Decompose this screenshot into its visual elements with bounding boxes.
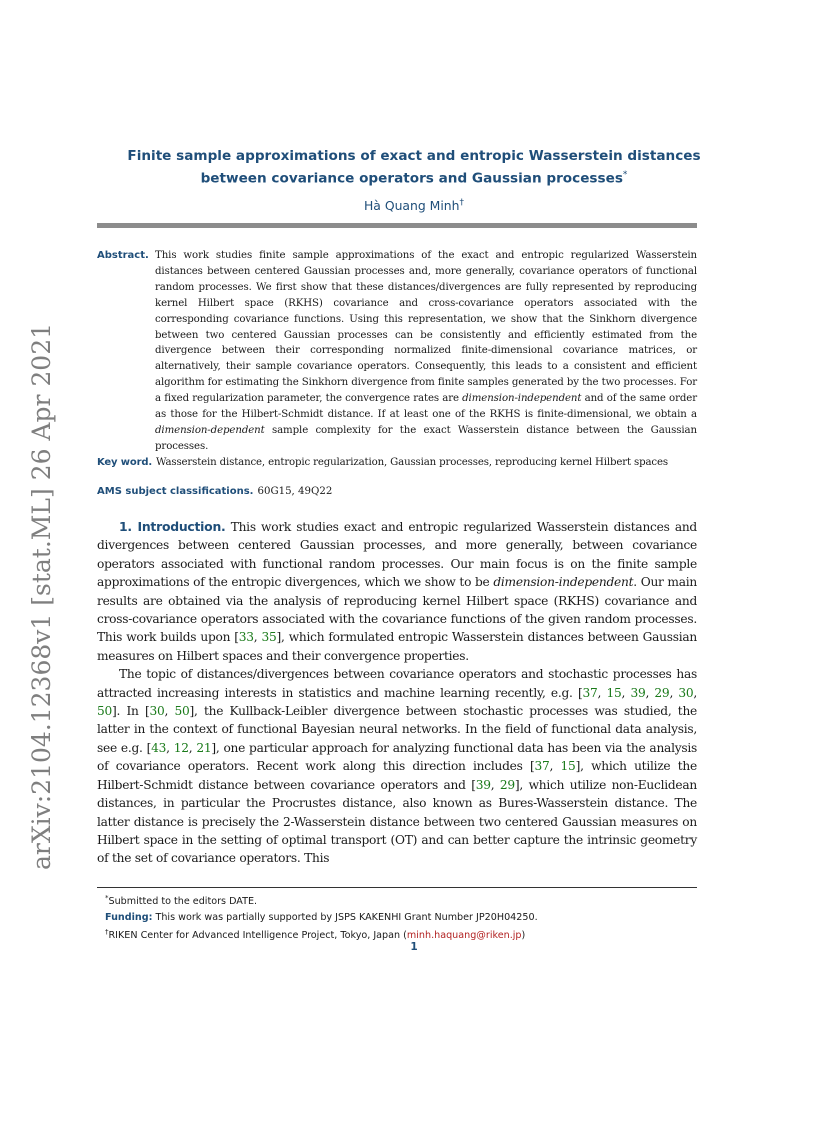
title-rule <box>97 223 697 228</box>
citation-link[interactable]: 30 <box>149 704 165 719</box>
ams-text: 60G15, 49Q22 <box>257 486 333 497</box>
section-heading: 1. Introduction. <box>119 519 226 534</box>
citation-link[interactable]: 33 <box>238 630 254 645</box>
footnote-mark: † <box>105 928 109 937</box>
citation-link[interactable]: 21 <box>196 740 212 755</box>
intro-text: ], which utilize non-Euclidean distances, in particular the Procrustes distance, also known as Bures-Wasserstein distance. The latter distance is precisely the 2-Wasserstein distance between two centered Gaussian measures on Hilbert space in the setting of optimal transport (OT) and can better capture the intrinsic geometry of the set of covariance operators. This <box>97 777 697 866</box>
abstract-emphasis-1: dimension-independent <box>462 393 582 405</box>
abstract-label: Abstract. <box>97 250 149 261</box>
abstract-text-1: This work studies finite sample approximations of the exact and entropic regularized Wasserstein distances between centered Gaussian processes and, more generally, covariance operators of functional random processes. We first show that these distances/divergences are fully represented by reproducing kernel Hilbert space (RKHS) covariance and cross-covariance operators associated with the corresponding covariance functions. Using this representation, we show that the Sinkhorn divergence between two centered Gaussian processes can be consistently and efficiently estimated from the divergence between their corresponding normalized finite-dimensional covariance matrices, or alternatively, their sample covariance operators. Consequently, this leads to a consistent and efficient algorithm for estimating the Sinkhorn divergence from finite samples generated by the two processes. For a fixed regularization parameter, the convergence rates are <box>155 250 697 405</box>
footnote-text: ) <box>521 930 526 942</box>
arxiv-identifier <box>22 322 62 870</box>
citation-link[interactable]: 15 <box>560 759 576 774</box>
citation-link[interactable]: 50 <box>97 704 113 719</box>
abstract-body <box>155 248 697 455</box>
intro-paragraph-1: 1. Introduction. This work studies exact and entropic regularized Wasserstein distances and divergences between centered Gaussian processes, and more generally, between covariance operators associated with functional random processes. Our main focus is on the finite sample approximations of the entropic divergences, which we show to be dimension-independent. Our main results are obtained via the analysis of reproducing kernel Hilbert space (RKHS) covariance and cross-covariance operators associated with the covariance functions of the given random processes. This work builds upon [33, 35], which formulated entropic Wasserstein distances between Gaussian measures on Hilbert spaces and their convergence properties. <box>97 519 698 663</box>
abstract <box>97 248 697 455</box>
footnote-rule <box>97 887 697 888</box>
citation-link[interactable]: 30 <box>678 685 694 700</box>
citation-link[interactable]: 29 <box>654 685 670 700</box>
arxiv-identifier-text: arXiv:2104.12368v1 [stat.ML] 26 Apr 2021 <box>27 322 57 870</box>
page-number: 1 <box>410 941 418 953</box>
paper-title <box>0 147 828 189</box>
citation-link[interactable]: 35 <box>261 630 277 645</box>
footnote-text: RIKEN Center for Advanced Intelligence Project, Tokyo, Japan ( <box>108 930 407 942</box>
keywords-text: Wasserstein distance, entropic regularization, Gaussian processes, reproducing kernel Hilbert spaces <box>156 457 668 468</box>
citation-link[interactable]: 39 <box>630 685 646 700</box>
abstract-text-2: and of the same order as those for the Hilbert-Schmidt distance. If at least one of the RKHS is finite-dimensional, we obtain a <box>155 393 697 421</box>
citation-link[interactable]: 43 <box>151 740 167 755</box>
intro-text: This work studies exact and entropic regularized Wasserstein distances and divergences between centered Gaussian processes, and more generally, between covariance operators associated with functional random processes. Our main focus is on the finite sample approximations of the entropic divergences, which we show to be <box>97 520 697 590</box>
intro-text: . Our main results are obtained via the analysis of reproducing kernel Hilbert space (RKHS) covariance and cross-covariance operators associated with the covariance functions of the given random processes. This work builds upon [ <box>97 575 698 645</box>
ams-classifications <box>97 486 332 497</box>
intro-text: ]. In [ <box>112 704 150 719</box>
introduction-section <box>97 518 697 868</box>
citation-link[interactable]: 37 <box>582 685 598 700</box>
author <box>0 198 828 213</box>
title-line-2: between covariance operators and Gaussian processes <box>200 170 623 187</box>
ams-label: AMS subject classifications. <box>97 486 254 497</box>
title-footnote-mark: * <box>622 170 628 180</box>
intro-text: ], one particular approach for analyzing functional data has been via the analysis of covariance operators. Recent work along this direction includes [ <box>97 740 698 774</box>
abstract-text-3: sample complexity for the exact Wasserstein distance between the Gaussian processes. <box>155 424 697 452</box>
intro-paragraph-2: The topic of distances/divergences between covariance operators and stochastic processes has attracted increasing interests in statistics and machine learning recently, e.g. [37, 15, 39, 29, 30, 50]. In [30, 50], the Kullback-Leibler divergence between stochastic processes was studied, the latter in the context of functional Bayesian neural networks. In the field of functional data analysis, see e.g. [43, 12, 21], one particular approach for analyzing functional data has been via the analysis of covariance operators. Recent work along this direction includes [37, 15], which utilize the Hilbert-Schmidt distance between covariance operators and [39, 29], which utilize non-Euclidean distances, in particular the Procrustes distance, also known as Bures-Wasserstein distance. The latter distance is precisely the 2-Wasserstein distance between two centered Gaussian measures on Hilbert space in the setting of optimal transport (OT) and can better capture the intrinsic geometry of the set of covariance operators. This <box>97 667 698 866</box>
intro-text: The topic of distances/divergences between covariance operators and stochastic processes has attracted increasing interests in statistics and machine learning recently, e.g. [ <box>97 667 697 700</box>
intro-text: ], which utilize the Hilbert-Schmidt distance between covariance operators and [ <box>97 759 697 792</box>
footnote-mark: * <box>105 894 109 902</box>
footnotes <box>97 891 538 944</box>
keywords <box>97 457 707 468</box>
intro-emphasis: dimension-independent <box>493 575 634 590</box>
citation-link[interactable]: 39 <box>475 777 491 792</box>
abstract-emphasis-2: dimension-dependent <box>155 424 265 436</box>
citation-link[interactable]: 29 <box>499 777 515 792</box>
title-line-1: Finite sample approximations of exact and entropic Wasserstein distances <box>127 148 701 164</box>
citation-link[interactable]: 12 <box>173 740 189 755</box>
intro-text: ], the Kullback-Leibler divergence between stochastic processes was studied, the latter in the context of functional Bayesian neural networks. In the field of functional data analysis, see e.g. [ <box>97 704 698 755</box>
author-name: Hà Quang Minh <box>363 198 460 214</box>
citation-link[interactable]: 37 <box>534 759 550 774</box>
footnote-funding <box>97 910 538 926</box>
footnote-text: Submitted to the editors DATE. <box>108 896 258 908</box>
email-link[interactable]: minh.haquang@riken.jp <box>406 930 522 942</box>
keywords-label: Key word. <box>97 457 153 468</box>
footnote-submitted <box>97 891 538 910</box>
funding-label: Funding: <box>105 911 153 923</box>
footnote-text: This work was partially supported by JSPS KAKENHI Grant Number JP20H04250. <box>152 911 538 923</box>
citation-link[interactable]: 50 <box>174 704 190 719</box>
author-footnote-mark: † <box>459 198 465 208</box>
intro-text: ], which formulated entropic Wasserstein distances between Gaussian measures on Hilbert spaces and their convergence properties. <box>97 630 697 663</box>
citation-link[interactable]: 15 <box>606 685 622 700</box>
